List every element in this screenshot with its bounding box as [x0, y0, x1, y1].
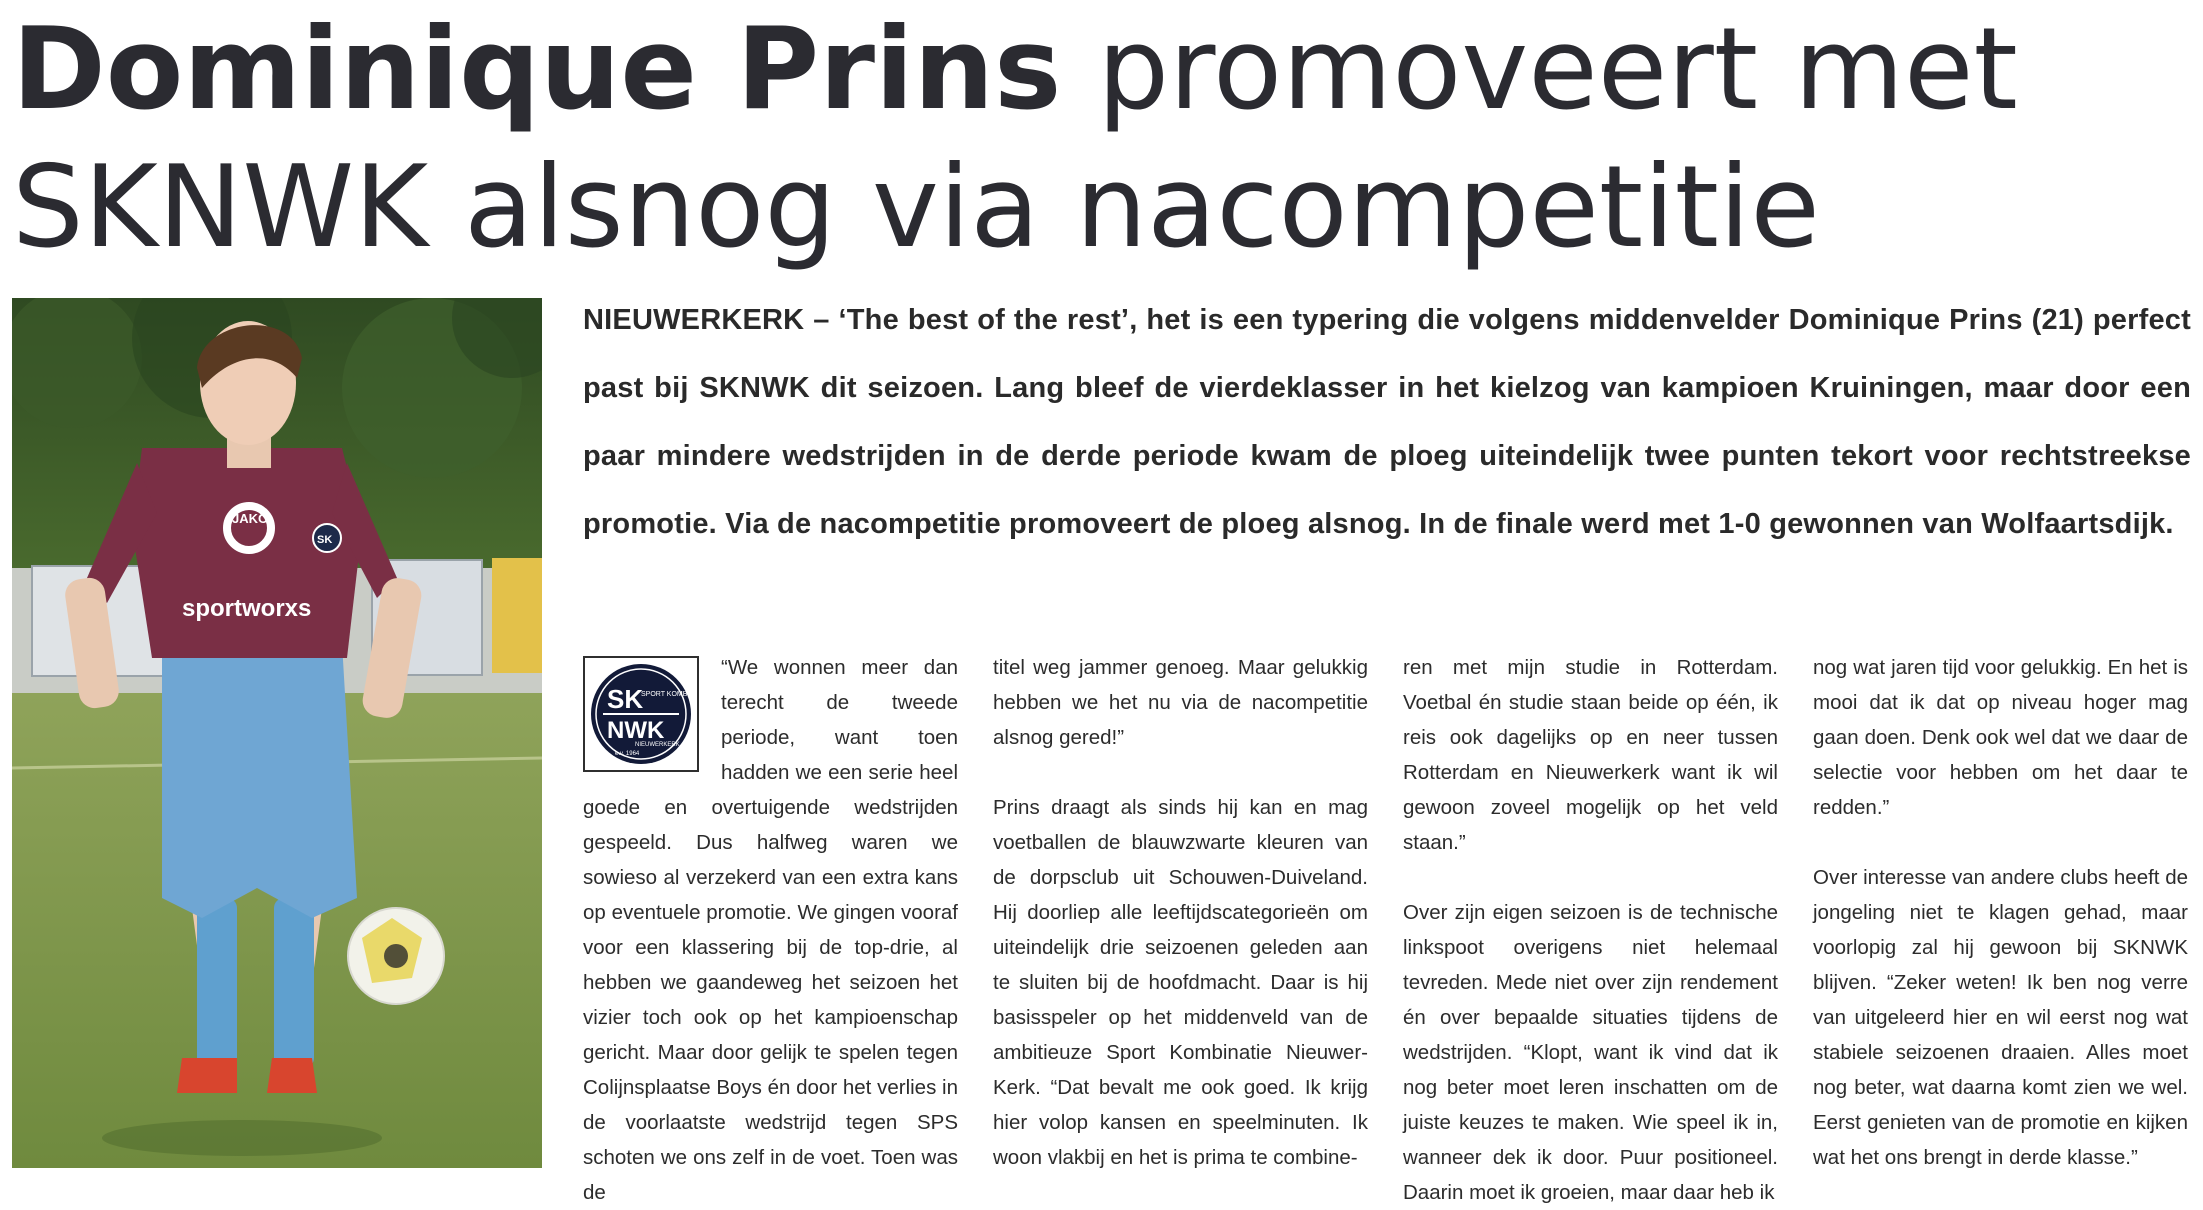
logo-small-bottom: NIEUWERKERK: [635, 742, 680, 748]
headline-line1-rest: promoveert met: [1097, 3, 2018, 135]
column-1-paragraph-1: “We wonnen meer dan terecht de tweede periode, want toen hadden we een serie heel goede en overtuigende wedstrijden gespeeld. Dus halfweg waren we sowieso al verzekerd van een extra kans op eventuele promotie. We gingen vooraf voor een klassering bij de top-drie, al hebben we gaandeweg het seizoen het vizier toch ook op het kampioenschap gericht. Maar door gelijk te spelen tegen Colijnsplaatse Boys én door het verlies in de voorlaatste wedstrijd tegen SPS schoten we ons zelf in de voet. Toen was de: [583, 656, 958, 1204]
logo-year: e.v. 1964: [615, 751, 640, 757]
club-logo: [583, 656, 699, 772]
body-column-1: [583, 650, 958, 1210]
headline-line2: SKNWK alsnog via nacompetitie: [12, 141, 1820, 273]
lead-paragraph: NIEUWERKERK – ‘The best of the rest’, het is een typering die volgens middenvelder Dominique Prins (21) perfect past bij SKNWK dit seizoen. Lang bleef de vierdeklasser in het kielzog van kampioen Kruiningen, maar door een paar mindere wedstrijden in de derde periode kwam de ploeg uiteindelijk twee punten tekort voor rechtstreekse promotie. Via de nacompetitie promoveert de ploeg alsnog. In de finale werd met 1-0 gewonnen van Wolfaartsdijk.: [583, 304, 2191, 540]
body-column-4: [1813, 650, 2188, 1175]
column-3-paragraph-1: ren met mijn studie in Rotterdam. Voetbal én studie staan beide op één, ik reis ook dagelijks op en neer tussen Rotterdam en Nieuwerkerk want ik wil gewoon zoveel mogelijk op het veld staan.”: [1403, 656, 1778, 854]
column-2-paragraph-1: titel weg jammer genoeg. Maar gelukkig hebben we het nu via de nacompetitie alsnog gered!”: [993, 656, 1368, 749]
column-4-paragraph-2: Over interesse van andere clubs heeft de jongeling niet te klagen gehad, maar voorlopig zal hij gewoon bij SKNWK blijven. “Zeker weten! Ik ben nog verre van uitgeleerd hier en wil eerst nog wat stabiele seizoenen draaien. Alles moet nog beter, wat daarna komt zien we wel. Eerst genieten van de promotie en kijken wat het ons brengt in derde klasse.”: [1813, 866, 2188, 1169]
column-2-paragraph-2: Prins draagt als sinds hij kan en mag voetballen de blauwzwarte kleuren van de dorpsclub uit Schouwen-Duiveland. Hij doorliep alle leeftijdscategorieën om uiteindelijk drie seizoenen geleden aan te sluiten bij de hoofdmacht. Daar is hij basisspeler op het middenveld van de ambitieuze Sport Kombinatie Nieuwer-Kerk. “Dat bevalt me ook goed. Ik krijg hier volop kansen en speelminuten. Ik woon vlakbij en het is prima te combine-: [993, 796, 1368, 1169]
player-photo: [12, 298, 542, 1168]
logo-small-top: SPORT KOMBI: [641, 691, 690, 698]
headline-name: Dominique Prins: [12, 3, 1062, 135]
jersey-badge-text: SK: [317, 534, 333, 546]
logo-initials-bottom: NWK: [607, 717, 665, 744]
headline: [12, 0, 2192, 276]
player-photo-illustration: [12, 298, 542, 1168]
jersey-text: sportworxs: [182, 595, 312, 622]
sknwk-logo-icon: [589, 662, 693, 766]
jersey-brand: JAKO: [232, 511, 269, 526]
column-3-paragraph-2: Over zijn eigen seizoen is de technische linkspoot overigens niet helemaal tevreden. Mede niet over zijn rendement én over bepaalde situaties tijdens de wedstrijden. “Klopt, want ik vind dat ik nog beter moet leren inschatten om de juiste keuzes te maken. Wie speel ik in, wanneer dek ik door. Puur positioneel. Daarin moet ik groeien, maar daar heb ik: [1403, 901, 1778, 1204]
column-4-paragraph-1: nog wat jaren tijd voor gelukkig. En het is mooi dat ik dat op niveau hoger mag gaan doen. Denk ook wel dat we daar de selectie voor hebben om het daar te redden.”: [1813, 656, 2188, 819]
body-column-3: [1403, 650, 1778, 1210]
body-column-2: [993, 650, 1368, 1175]
logo-initials-top: SK: [607, 684, 644, 714]
